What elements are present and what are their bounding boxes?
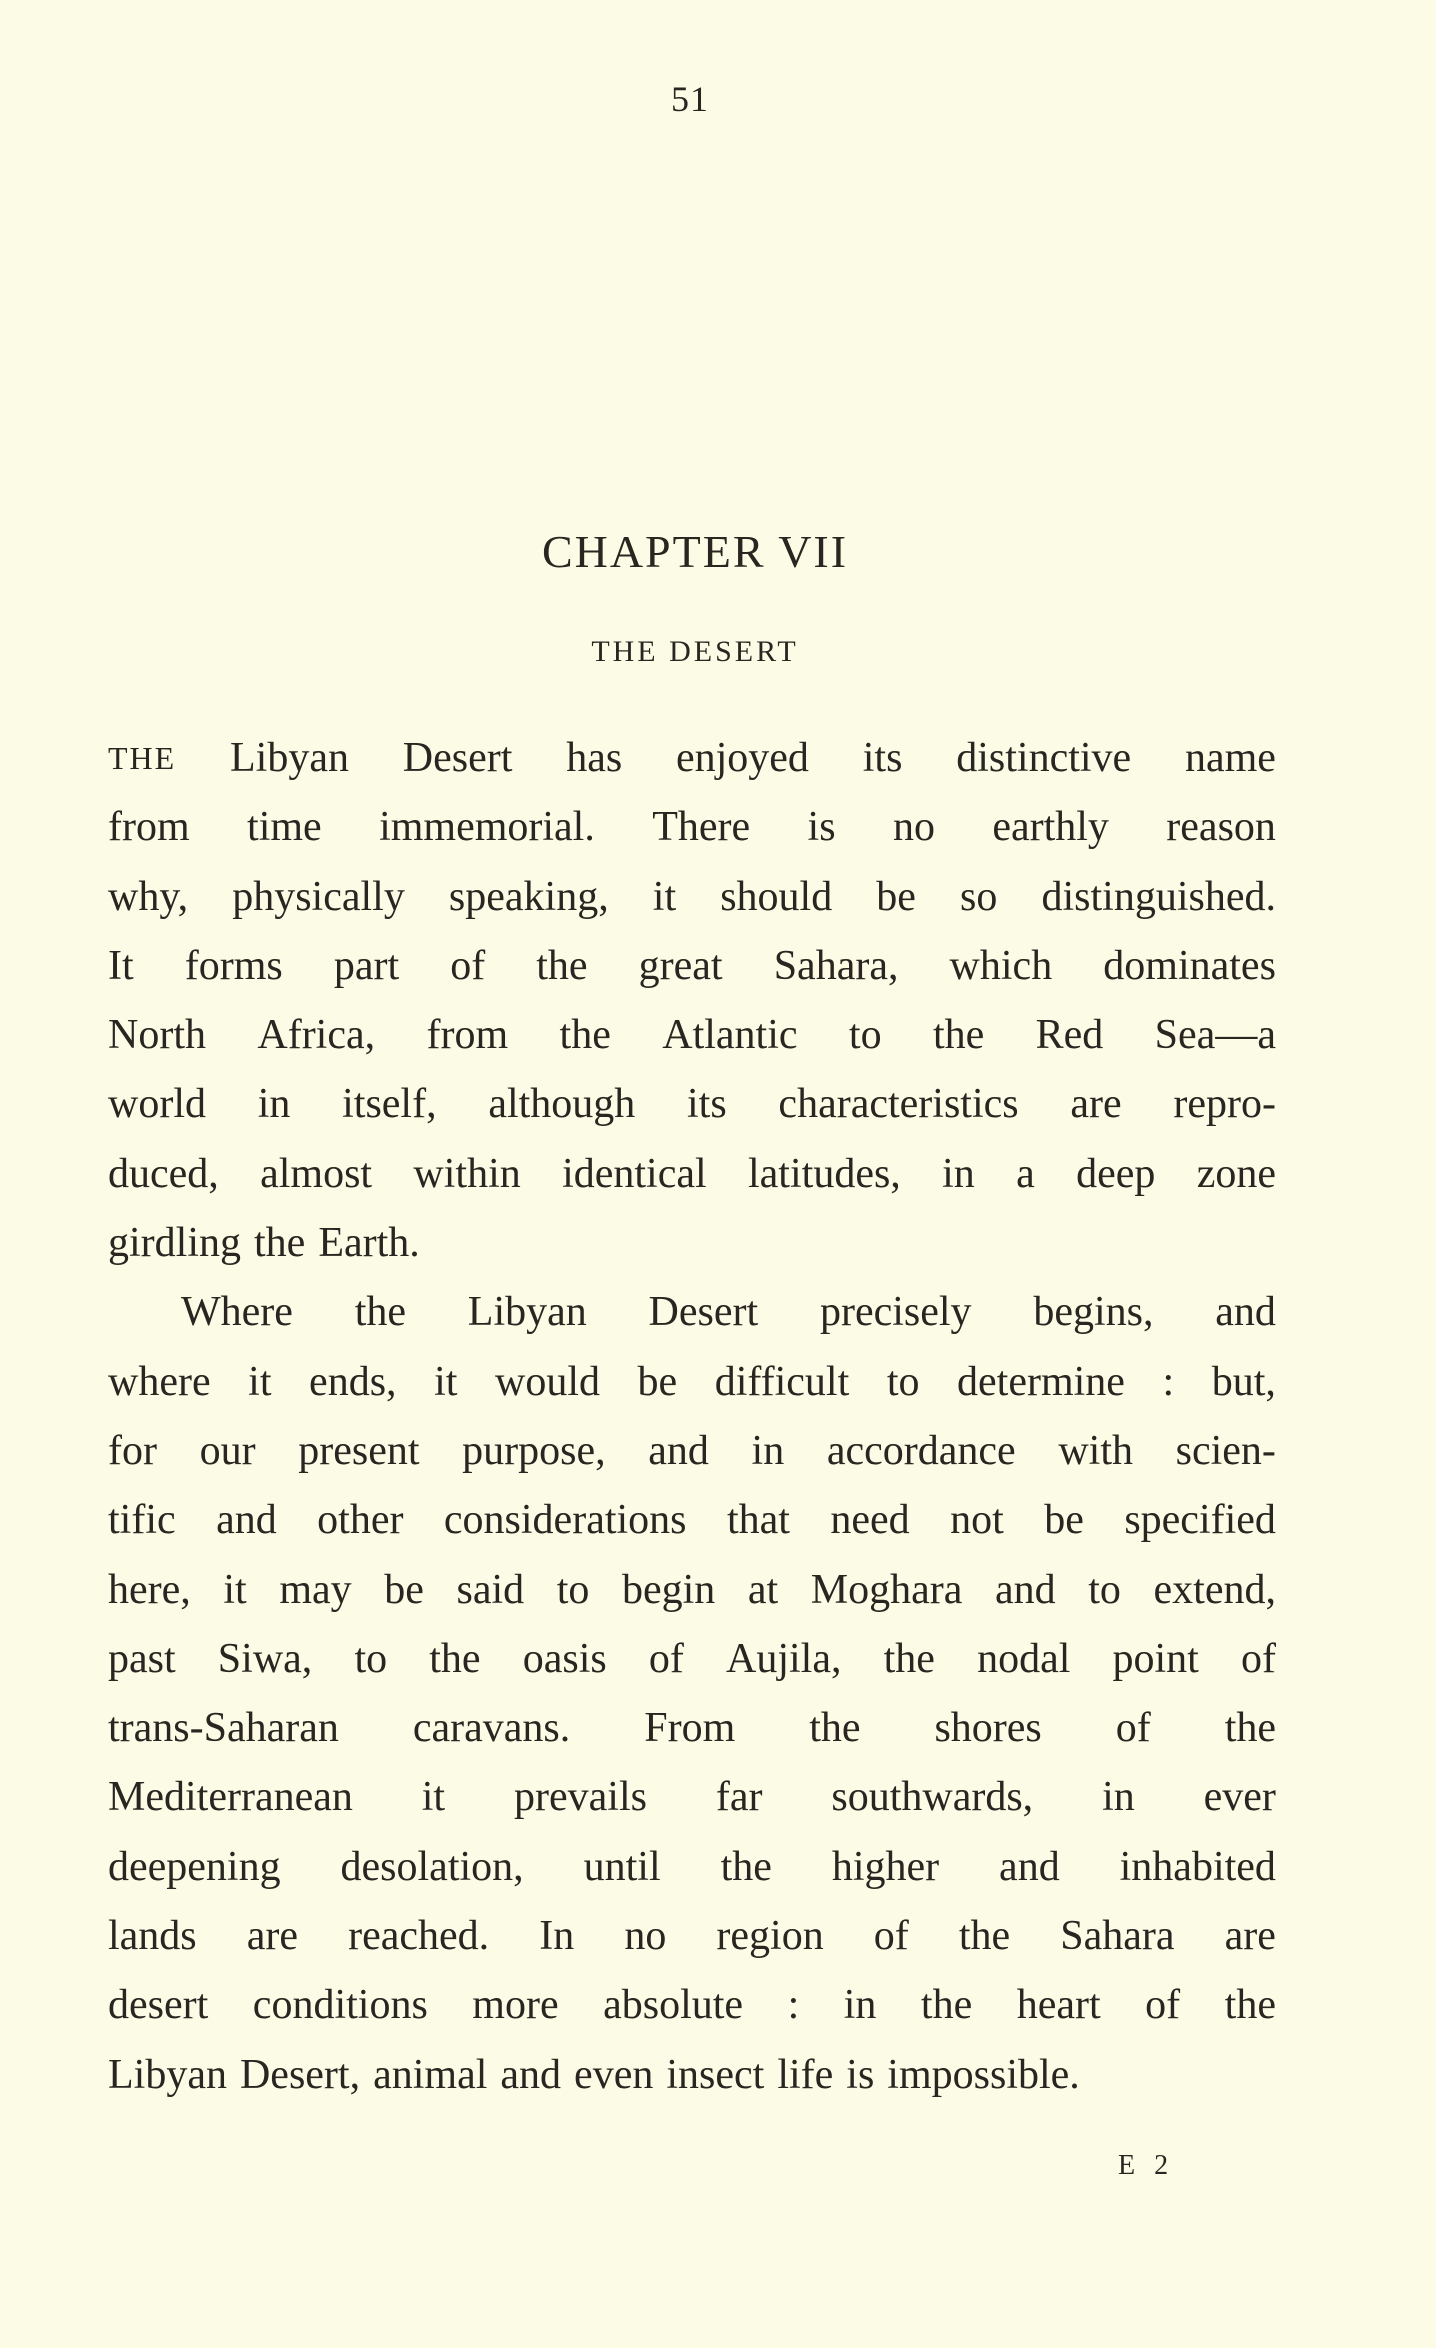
body-text <box>108 728 1276 2114</box>
word: latitudes, <box>748 1150 901 1197</box>
word: part <box>333 942 400 989</box>
word: deepening <box>108 1843 281 1890</box>
word: within <box>413 1150 521 1197</box>
word: and <box>1215 1289 1276 1336</box>
word: here, <box>108 1566 191 1613</box>
word: impossible. <box>887 2051 1080 2098</box>
word: are <box>1224 1913 1276 1960</box>
word: to <box>1088 1566 1121 1613</box>
word: the <box>429 1635 481 1682</box>
word: caravans. <box>412 1705 571 1752</box>
word: ends, <box>309 1358 397 1405</box>
word: it <box>223 1566 247 1613</box>
word: it <box>652 873 677 920</box>
word: Sahara <box>1060 1913 1175 1960</box>
word: Desert <box>648 1289 759 1336</box>
word: should <box>720 873 833 920</box>
word: the <box>720 1843 772 1890</box>
word: nodal <box>977 1635 1071 1682</box>
word: Desert, <box>239 2051 361 2098</box>
word: be <box>876 873 916 920</box>
paragraph <box>108 1282 1276 2114</box>
word: the <box>1224 1982 1276 2029</box>
text-line <box>108 1421 1276 1490</box>
text-line <box>108 797 1276 866</box>
word: specified <box>1124 1497 1276 1544</box>
word: Red <box>1035 1012 1104 1059</box>
word: great <box>638 942 723 989</box>
word: at <box>747 1566 779 1613</box>
word: world <box>108 1081 206 1128</box>
word: trans-Saharan <box>108 1705 339 1752</box>
text-line <box>108 1352 1276 1421</box>
word: why, <box>108 873 189 920</box>
word: inhabited <box>1119 1843 1276 1890</box>
word: our <box>199 1427 256 1474</box>
text-line <box>108 867 1276 936</box>
word: conditions <box>252 1982 428 2029</box>
word: Mediterranean <box>108 1774 353 1821</box>
word: with <box>1058 1427 1133 1474</box>
paragraph <box>108 728 1276 1282</box>
word: reason <box>1166 804 1276 851</box>
word: may <box>279 1566 352 1613</box>
word: it <box>421 1774 446 1821</box>
word: past <box>108 1635 176 1682</box>
word: higher <box>831 1843 940 1890</box>
word: no <box>624 1913 667 1960</box>
word: in <box>257 1081 291 1128</box>
word: has <box>566 735 623 781</box>
word: tific <box>108 1497 176 1544</box>
text-line <box>108 1837 1276 1906</box>
word: of <box>873 1913 909 1960</box>
word: to <box>848 1012 882 1059</box>
word: a <box>1016 1150 1035 1197</box>
word: precisely <box>819 1289 972 1336</box>
word: animal <box>373 2051 488 2098</box>
word: forms <box>184 942 283 989</box>
word: difficult <box>714 1358 850 1405</box>
word: from <box>108 804 190 851</box>
word: even <box>574 2051 654 2098</box>
text-line <box>108 1560 1276 1629</box>
word: and <box>648 1427 709 1474</box>
word: extend, <box>1153 1566 1276 1613</box>
word: THE <box>108 740 177 776</box>
word: immemorial. <box>379 804 595 851</box>
word: although <box>488 1081 636 1128</box>
word: more <box>472 1982 559 2029</box>
word: point <box>1112 1635 1199 1682</box>
word: physically <box>232 873 405 920</box>
word: In <box>539 1913 575 1960</box>
word: in <box>751 1427 785 1474</box>
text-line <box>108 1282 1276 1351</box>
word: the <box>809 1705 861 1752</box>
word: in <box>843 1982 877 2029</box>
word: shores <box>934 1705 1042 1752</box>
text-line <box>108 1975 1276 2044</box>
word: and <box>500 2051 562 2098</box>
word: There <box>652 804 751 851</box>
word: heart <box>1016 1982 1101 2029</box>
text-line <box>108 1074 1276 1143</box>
word: Desert <box>402 735 513 781</box>
word: life <box>777 2051 834 2098</box>
word: North <box>108 1012 206 1059</box>
word: for <box>108 1427 157 1474</box>
word: : <box>1162 1358 1175 1405</box>
word: Africa, <box>257 1012 376 1059</box>
word: Sahara, <box>773 942 899 989</box>
word: not <box>950 1497 1004 1544</box>
word: Moghara <box>810 1566 963 1613</box>
word: the <box>958 1913 1011 1960</box>
word: reached. <box>348 1913 490 1960</box>
word: Siwa, <box>217 1635 313 1682</box>
word: in <box>1102 1774 1135 1821</box>
word: where <box>108 1358 211 1405</box>
word: region <box>716 1913 824 1960</box>
word: purpose, <box>462 1427 606 1474</box>
word: no <box>892 804 935 851</box>
word: the <box>559 1012 611 1059</box>
word: name <box>1185 735 1276 781</box>
word: considerations <box>443 1497 687 1544</box>
word: of <box>648 1635 684 1682</box>
text-line <box>108 1144 1276 1213</box>
word: which <box>949 942 1053 989</box>
word: so <box>960 873 998 920</box>
word: southwards, <box>831 1774 1034 1821</box>
word: time <box>247 804 322 851</box>
word: repro- <box>1173 1081 1276 1128</box>
word: insect <box>666 2051 765 2098</box>
word: almost <box>260 1150 373 1197</box>
word: the <box>932 1012 985 1059</box>
word: of <box>450 942 486 989</box>
chapter-subtitle: THE DESERT <box>591 635 799 668</box>
word: would <box>494 1358 600 1405</box>
word: it <box>434 1358 458 1405</box>
text-line <box>108 2045 1276 2114</box>
word: prevails <box>514 1774 647 1821</box>
word: it <box>248 1358 272 1405</box>
text-line <box>108 1698 1276 1767</box>
word: begins, <box>1033 1289 1154 1336</box>
word: need <box>830 1497 910 1544</box>
text-line <box>108 1490 1276 1559</box>
word: and <box>999 1843 1060 1890</box>
text-line <box>108 1005 1276 1074</box>
word: the <box>920 1982 973 2029</box>
word: identical <box>562 1150 707 1197</box>
word: dominates <box>1103 942 1276 989</box>
word: scien- <box>1175 1427 1276 1474</box>
word: girdling <box>108 1220 241 1267</box>
word: in <box>942 1150 975 1197</box>
word: the <box>254 1220 306 1267</box>
word: be <box>1044 1497 1084 1544</box>
word: Libyan <box>230 735 349 781</box>
word: enjoyed <box>675 735 809 781</box>
text-line <box>108 1767 1276 1836</box>
word: other <box>317 1497 404 1544</box>
word: Atlantic <box>662 1012 798 1059</box>
word: absolute <box>603 1982 744 2029</box>
word: Sea—a <box>1154 1012 1276 1059</box>
word: be <box>637 1358 678 1405</box>
text-line <box>108 1213 1276 1282</box>
word: its <box>687 1081 727 1128</box>
word: earthly <box>992 804 1109 851</box>
page-number: 51 <box>671 79 709 119</box>
word: lands <box>108 1913 197 1960</box>
word: duced, <box>108 1150 219 1197</box>
word: are <box>1070 1081 1122 1128</box>
word: the <box>883 1635 935 1682</box>
word: desert <box>108 1982 209 2029</box>
text-line <box>108 1629 1276 1698</box>
word: oasis <box>522 1635 607 1682</box>
word: far <box>715 1774 763 1821</box>
chapter-title: CHAPTER VII <box>541 526 849 577</box>
word: of <box>1145 1982 1181 2029</box>
word: itself, <box>342 1081 437 1128</box>
word: the <box>1224 1705 1276 1752</box>
word: Libyan <box>108 2051 227 2098</box>
word: its <box>862 735 903 781</box>
word: until <box>583 1843 661 1890</box>
text-line <box>108 728 1276 797</box>
signature-mark: E 2 <box>1118 2150 1175 2181</box>
word: Where <box>181 1289 293 1336</box>
word: to <box>354 1635 388 1682</box>
word: from <box>426 1012 509 1059</box>
word: distinguished. <box>1041 873 1276 920</box>
word: begin <box>621 1566 716 1613</box>
word: and <box>995 1566 1056 1613</box>
word: to <box>556 1566 590 1613</box>
word: determine <box>957 1358 1125 1405</box>
word: is <box>807 804 836 851</box>
word: and <box>216 1497 277 1544</box>
word: that <box>726 1497 790 1544</box>
word: accordance <box>826 1427 1016 1474</box>
word: are <box>246 1913 299 1960</box>
word: the <box>354 1289 407 1336</box>
word: to <box>886 1358 920 1405</box>
word: is <box>846 2051 875 2098</box>
word: Earth. <box>318 1220 420 1267</box>
word: speaking, <box>448 873 609 920</box>
word: From <box>644 1705 736 1752</box>
word: be <box>384 1566 424 1613</box>
word: the <box>536 942 588 989</box>
word: present <box>298 1427 420 1474</box>
text-line <box>108 936 1276 1005</box>
word: Libyan <box>467 1289 587 1336</box>
word: Aujila, <box>725 1635 842 1682</box>
word: of <box>1241 1635 1276 1682</box>
word: said <box>456 1566 525 1613</box>
word: of <box>1115 1705 1151 1752</box>
text-line <box>108 1906 1276 1975</box>
word: ever <box>1203 1774 1276 1821</box>
word: distinctive <box>956 735 1132 781</box>
word: characteristics <box>778 1081 1019 1128</box>
word: but, <box>1211 1358 1276 1405</box>
word: It <box>108 942 134 989</box>
word: zone <box>1196 1150 1276 1197</box>
word: : <box>787 1982 800 2029</box>
word: desolation, <box>340 1843 524 1890</box>
word: deep <box>1076 1150 1156 1197</box>
